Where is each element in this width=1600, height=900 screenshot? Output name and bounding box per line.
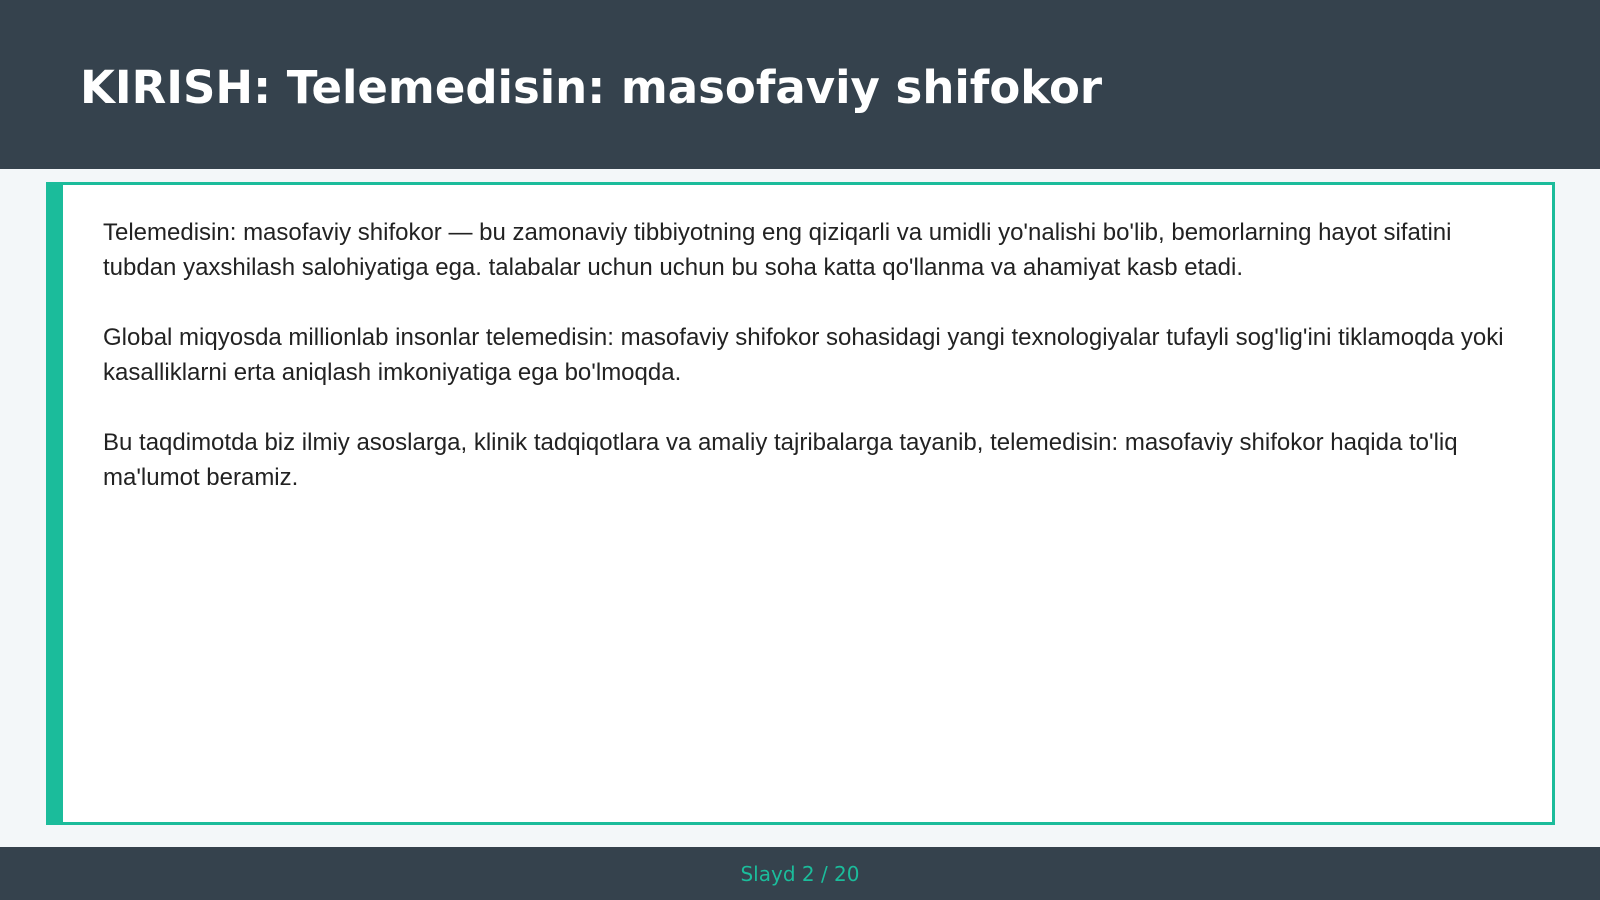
slide-footer: [0, 847, 1600, 900]
content-body: [103, 215, 1523, 530]
paragraph-presentation: Bu taqdimotda biz ilmiy asoslarga, klinik tadqiqotlara va amaliy tajribalarga tayanib, telemedisin: masofaviy shifokor haqida to'liq ma'lumot beramiz.: [103, 429, 1458, 491]
content-card: [46, 182, 1555, 825]
slide-header: [0, 0, 1600, 169]
paragraph-global: Global miqyosda millionlab insonlar telemedisin: masofaviy shifokor sohasidagi yangi texnologiyalar tufayli sog'lig'ini tiklamoqda yoki kasalliklarni erta aniqlash imkoniyatiga ega bo'lmoqda.: [103, 324, 1504, 386]
slide-title: KIRISH: Telemedisin: masofaviy shifokor: [80, 61, 1103, 114]
paragraph-intro: Telemedisin: masofaviy shifokor — bu zamonaviy tibbiyotning eng qiziqarli va umidli yo'nalishi bo'lib, bemorlarning hayot sifatini tubdan yaxshilash salohiyatiga ega. talabalar uchun uchun bu soha katta qo'llanma va ahamiyat kasb etadi.: [103, 219, 1452, 281]
slide-counter: Slayd 2 / 20: [740, 862, 860, 886]
